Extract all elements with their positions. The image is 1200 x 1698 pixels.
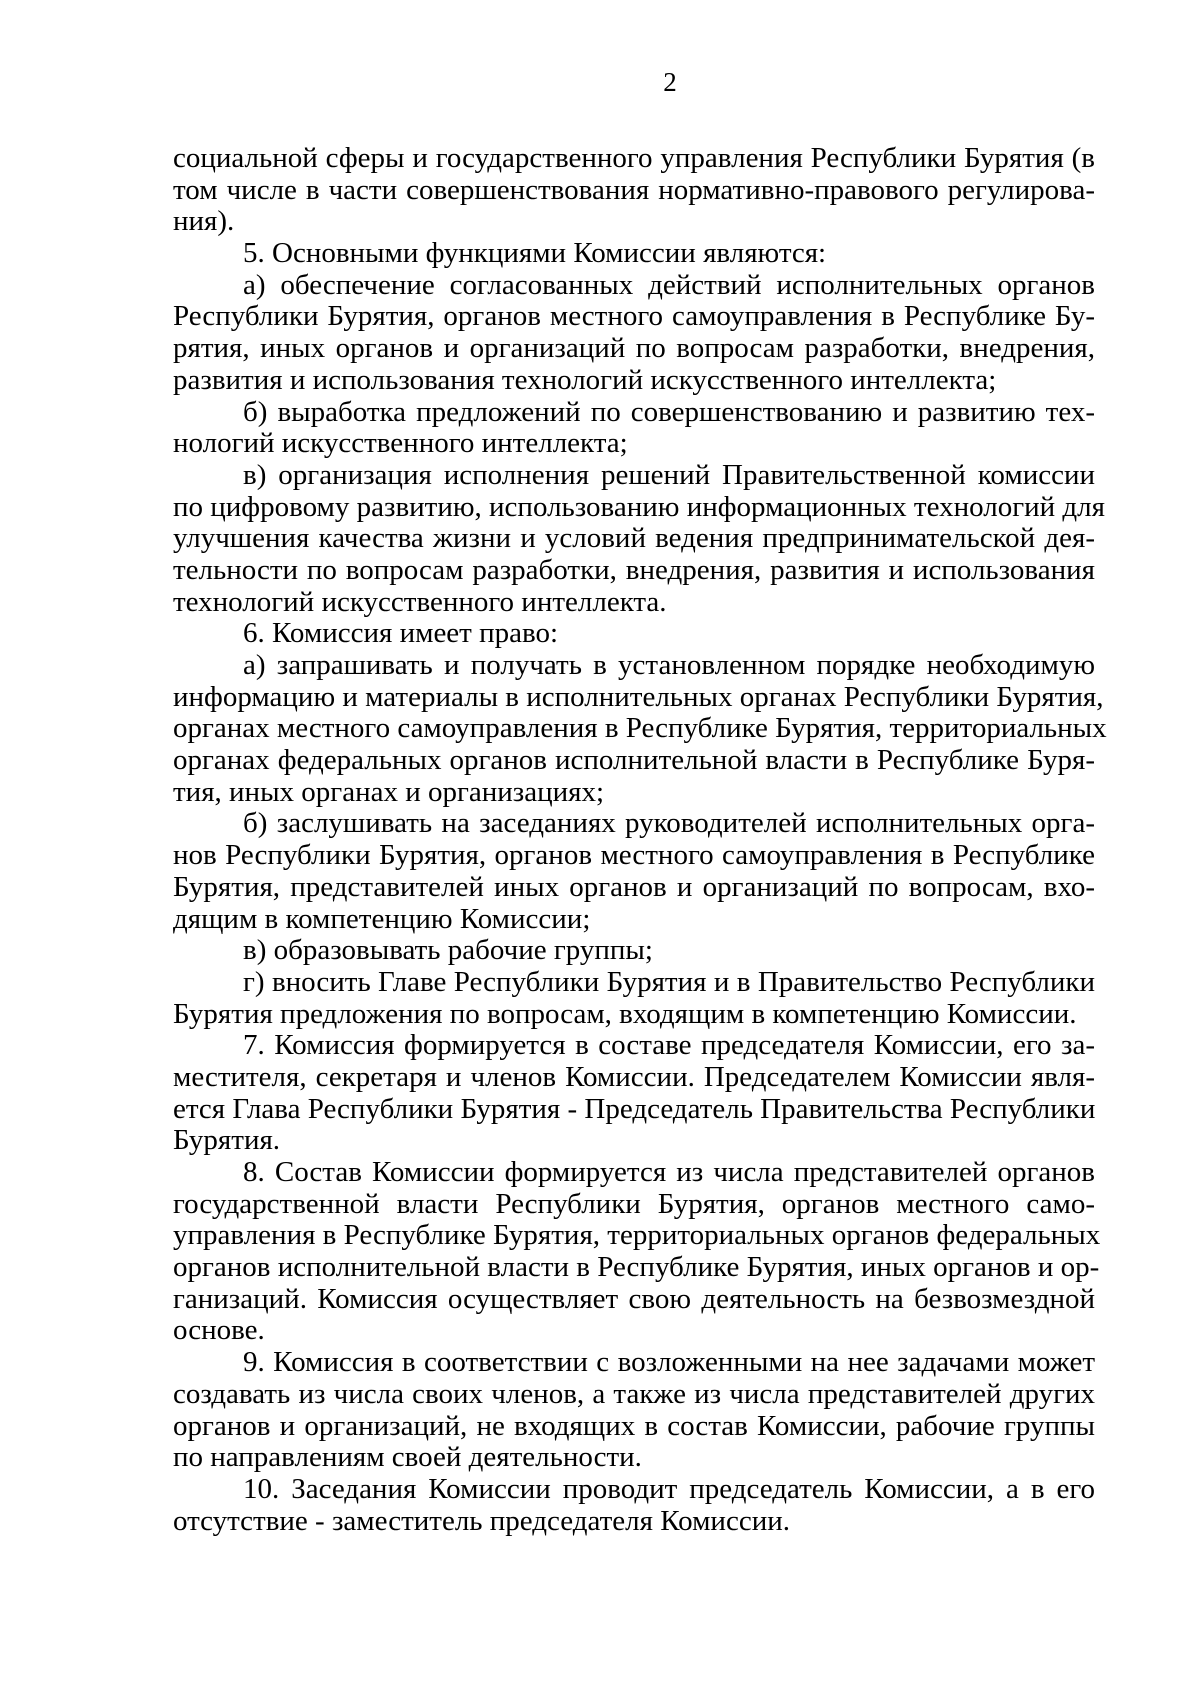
text-line: в) образовывать рабочие группы;: [243, 934, 653, 967]
text-line: том числе в части совершенствования нормативно-правового регулирова-: [173, 173, 1095, 206]
text-line: развития и использования технологий искусственного интеллекта;: [173, 363, 997, 396]
text-line: г) вносить Главе Республики Бурятия и в Правительство Республики: [243, 965, 1095, 998]
text-line: тельности по вопросам разработки, внедрения, развития и использования: [173, 553, 1095, 586]
text-line: информацию и материалы в исполнительных органах Республики Бурятия,: [173, 680, 1104, 713]
text-line: б) заслушивать на заседаниях руководителей исполнительных орга-: [243, 807, 1095, 840]
text-line: Бурятия, представителей иных органов и организаций по вопросам, вхо-: [173, 870, 1095, 903]
text-line: а) запрашивать и получать в установленном порядке необходимую: [243, 649, 1095, 681]
page-number: 2: [663, 67, 677, 97]
text-line: улучшения качества жизни и условий ведения предпринимательской дея-: [173, 522, 1095, 555]
text-line: ганизаций. Комиссия осуществляет свою деятельность на безвозмездной: [173, 1282, 1095, 1315]
text-line: Бурятия предложения по вопросам, входящим в компетенцию Комиссии.: [173, 997, 1077, 1030]
text-line: рятия, иных органов и организаций по вопросам разработки, внедрения,: [173, 332, 1095, 365]
text-line: технологий искусственного интеллекта.: [173, 585, 667, 618]
text-line: управления в Республике Бурятия, территориальных органов федеральных: [173, 1219, 1101, 1252]
text-line: местителя, секретаря и членов Комиссии. Председателем Комиссии явля-: [173, 1060, 1095, 1093]
text-line: органов исполнительной власти в Республике Бурятия, иных органов и ор-: [173, 1251, 1100, 1284]
text-line: тия, иных органах и организациях;: [173, 775, 605, 808]
text-line: в) организация исполнения решений Правительственной комиссии: [243, 458, 1095, 491]
text-line: нологий искусственного интеллекта;: [173, 427, 628, 460]
text-line: ния).: [173, 205, 235, 238]
text-line: 8. Состав Комиссии формируется из числа представителей органов: [243, 1156, 1095, 1188]
text-line: 6. Комиссия имеет право:: [243, 617, 559, 650]
text-line: органах местного самоуправления в Республике Бурятия, территориальных: [173, 712, 1107, 745]
text-line: 9. Комиссия в соответствии с возложенными на нее задачами может: [243, 1346, 1095, 1379]
text-line: а) обеспечение согласованных действий исполнительных органов: [243, 268, 1095, 301]
text-line: по направлениям своей деятельности.: [173, 1441, 642, 1474]
text-line: органах федеральных органов исполнительной власти в Республике Буря-: [173, 744, 1095, 777]
text-line: отсутствие - заместитель председателя Комиссии.: [173, 1504, 790, 1537]
text-line: органов и организаций, не входящих в состав Комиссии, рабочие группы: [173, 1409, 1095, 1442]
text-line: Бурятия.: [173, 1124, 281, 1157]
text-line: б) выработка предложений по совершенствованию и развитию тех-: [243, 395, 1095, 428]
text-line: основе.: [173, 1314, 265, 1347]
text-line: нов Республики Бурятия, органов местного самоуправления в Республике: [173, 839, 1095, 872]
text-line: создавать из числа своих членов, а также из числа представителей других: [173, 1377, 1095, 1410]
text-line: по цифровому развитию, использованию информационных технологий для: [173, 490, 1105, 523]
text-line: государственной власти Республики Бурятия, органов местного само-: [173, 1187, 1095, 1220]
text-line: дящим в компетенцию Комиссии;: [173, 902, 591, 935]
text-line: социальной сферы и государственного управления Республики Бурятия (в: [173, 142, 1095, 174]
text-line: ется Глава Республики Бурятия - Председатель Правительства Республики: [173, 1092, 1096, 1125]
text-line: 5. Основными функциями Комиссии являются:: [243, 237, 827, 270]
text-line: 7. Комиссия формируется в составе председателя Комиссии, его за-: [243, 1029, 1095, 1062]
text-line: 10. Заседания Комиссии проводит председатель Комиссии, а в его: [243, 1472, 1095, 1505]
text-line: Республики Бурятия, органов местного самоуправления в Республике Бу-: [173, 300, 1095, 333]
document-body: [173, 142, 1107, 1537]
